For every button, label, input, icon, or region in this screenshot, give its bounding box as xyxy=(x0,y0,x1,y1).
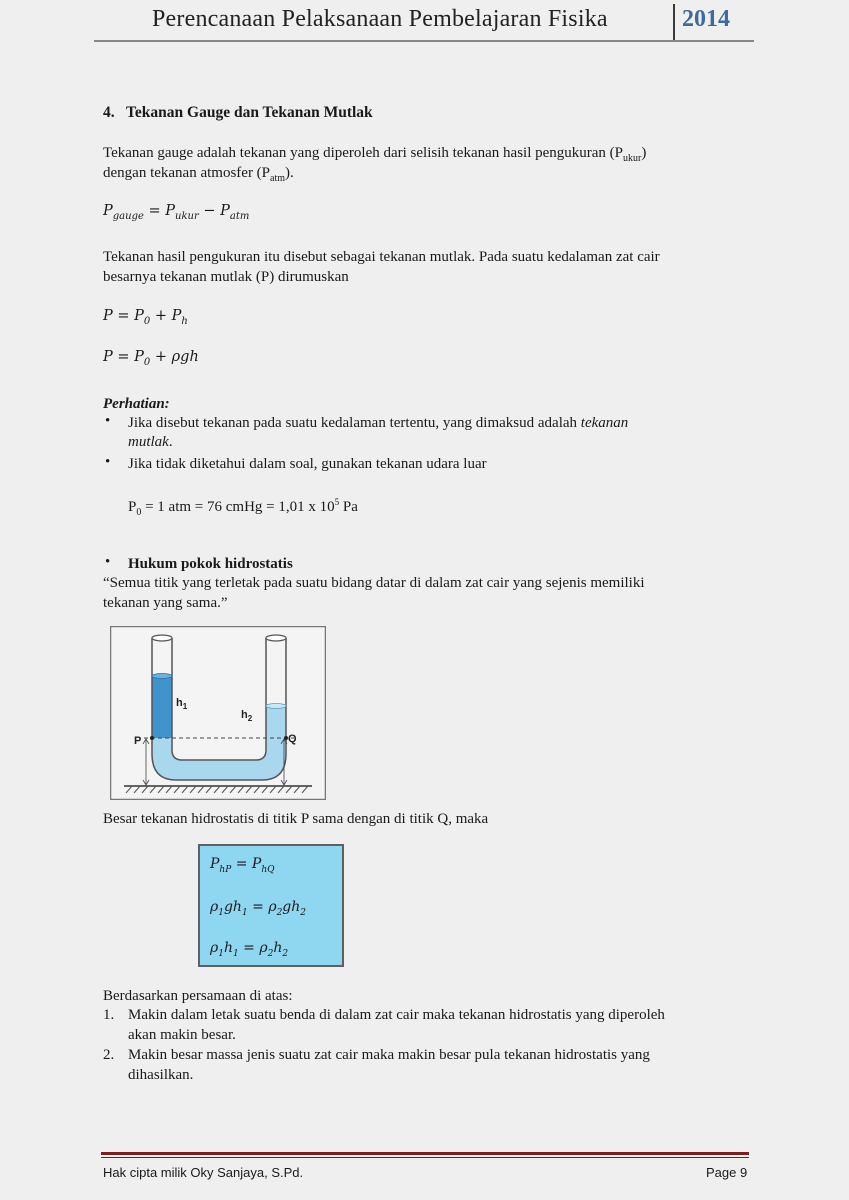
law-quote-line1: “Semua titik yang terletak pada suatu bidang datar di dalam zat cair yang sejenis memiliki xyxy=(103,575,645,591)
eqbox-line3: $\rho_1h_1 = \rho_2h_2$ xyxy=(210,940,289,959)
para2-line1: Tekanan hasil pengukuran itu disebut sebagai tekanan mutlak. Pada suatu kedalaman zat cair xyxy=(103,249,660,265)
page-header-title: Perencanaan Pelaksanaan Pembelajaran Fisika xyxy=(152,6,608,32)
section-number: 4. xyxy=(103,104,115,121)
label-point-q: Q xyxy=(288,733,297,745)
equation-gauge: $P_{gauge} = P_{ukur} - P_{atm}$ xyxy=(103,203,250,222)
section-heading xyxy=(103,104,373,122)
label-h2: $h_2$ xyxy=(241,709,253,723)
conclusion-item1-line1: Makin dalam letak suatu benda di dalam zat cair maka tekanan hidrostatis yang diperoleh xyxy=(128,1007,665,1023)
bullet-dot: • xyxy=(105,454,111,470)
law-quote-line2: tekanan yang sama.” xyxy=(103,595,228,611)
note-bullet1-line2: mutlak. xyxy=(128,434,173,450)
footer-rule-thin xyxy=(101,1157,749,1158)
conclusion-intro: Berdasarkan persamaan di atas: xyxy=(103,988,293,1004)
note-title: Perhatian: xyxy=(103,396,170,412)
note-bullet1-line1: Jika disebut tekanan pada suatu kedalaman tertentu, yang dimaksud adalah tekanan xyxy=(128,415,629,431)
header-divider xyxy=(673,4,675,40)
label-h1: $h_1$ xyxy=(176,697,188,711)
conclusion-item1-line2: akan makin besar. xyxy=(128,1027,236,1043)
list-number: 2. xyxy=(103,1047,115,1063)
eqbox-line1: $P_{hP} = P_{hQ}$ xyxy=(210,856,275,875)
atmospheric-pressure-formula: $P_0 = 1$ atm = 76 cmHg = 1,01 x $10^5$ Pa xyxy=(128,497,358,518)
conclusion-item2-line1: Makin besar massa jenis suatu zat cair maka makin besar pula tekanan hidrostatis yang xyxy=(128,1047,650,1063)
section-title: Tekanan Gauge dan Tekanan Mutlak xyxy=(125,104,373,121)
footer-rule xyxy=(101,1152,749,1155)
para3: Besar tekanan hidrostatis di titik P sama dengan di titik Q, maka xyxy=(103,811,489,827)
list-number: 1. xyxy=(103,1007,115,1023)
law-title: Hukum pokok hidrostatis xyxy=(128,556,293,572)
para2-line2: besarnya tekanan mutlak (P) dirumuskan xyxy=(103,269,349,285)
label-point-p: P xyxy=(134,735,142,747)
u-tube-diagram xyxy=(110,626,326,800)
bullet-dot: • xyxy=(105,554,111,570)
footer-copyright: Hak cipta milik Oky Sanjaya, S.Pd. xyxy=(103,1165,304,1180)
page-header-year: 2014 xyxy=(682,6,730,32)
header-rule xyxy=(94,40,754,42)
footer-page-number: Page 9 xyxy=(706,1165,748,1180)
para1-line2: dengan tekanan atmosfer $(P_{atm})$. xyxy=(103,165,294,184)
note-bullet2: Jika tidak diketahui dalam soal, gunakan tekanan udara luar xyxy=(128,456,487,472)
u-tube-figure xyxy=(110,626,326,800)
bullet-dot: • xyxy=(105,413,111,429)
equation-absolute-2: $P = P_0 + \rho gh$ xyxy=(103,349,199,368)
equation-box xyxy=(198,844,344,967)
equation-absolute-1: $P = P_0 + P_h$ xyxy=(103,308,188,327)
para1-line1: Tekanan gauge adalah tekanan yang diperoleh dari selisih tekanan hasil pengukuran $(P_{ukur})$ xyxy=(103,145,647,164)
conclusion-item2-line2: dihasilkan. xyxy=(128,1067,194,1083)
eqbox-line2: $\rho_1gh_1 = \rho_2gh_2$ xyxy=(210,899,307,918)
